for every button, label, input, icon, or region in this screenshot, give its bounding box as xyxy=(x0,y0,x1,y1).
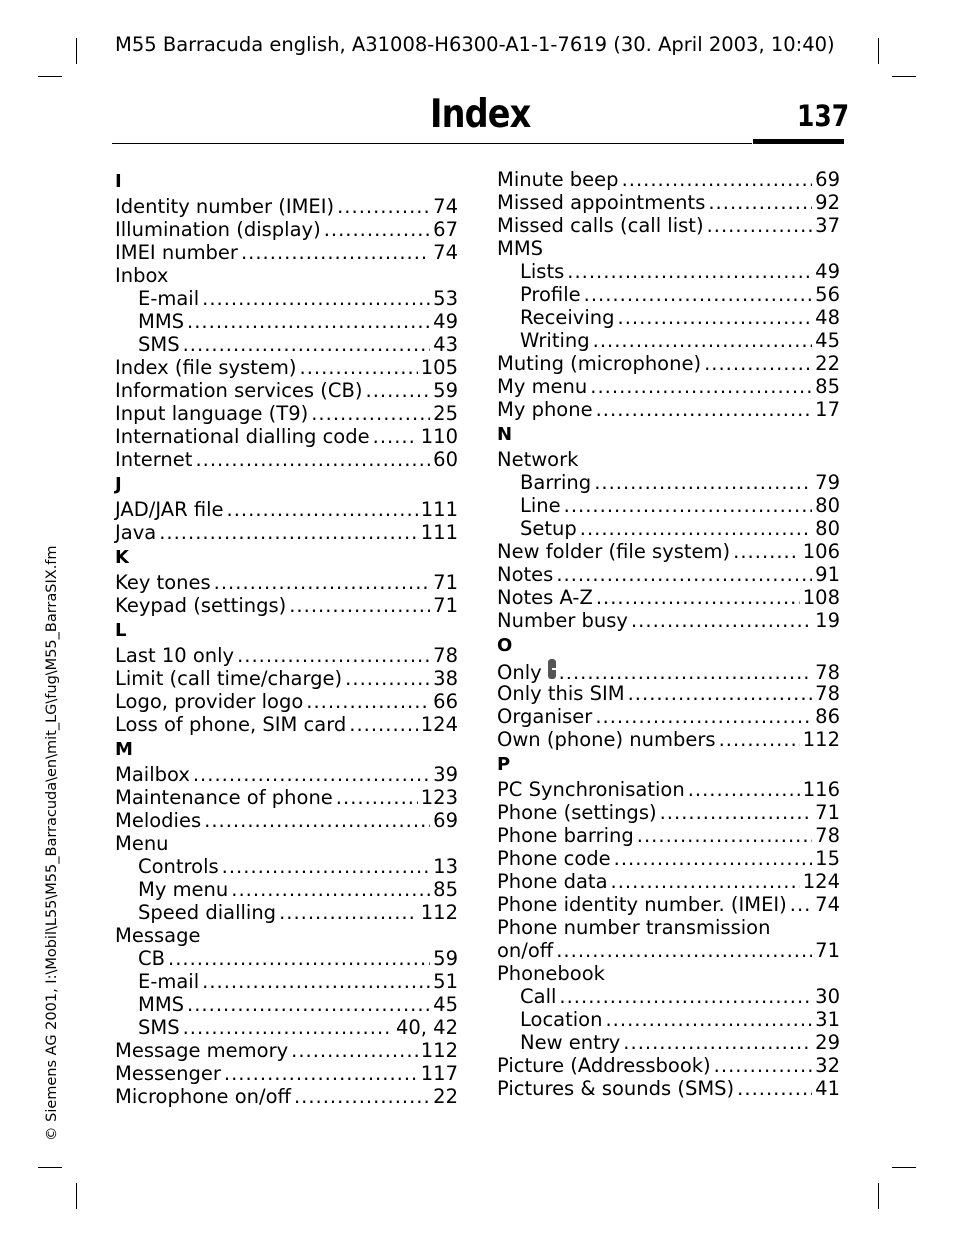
index-entry: PC Synchronisation ..... 116 xyxy=(497,778,840,801)
index-entry: Missed calls (call list) ..... 37 xyxy=(497,214,840,237)
crop-mark xyxy=(38,76,62,77)
document-header: M55 Barracuda english, A31008-H6300-A1-1-7619 (30. April 2003, 10:40) xyxy=(115,33,835,56)
index-entry: Phone identity number. (IMEI) ..... 74 xyxy=(497,893,840,916)
index-heading: Message xyxy=(115,924,201,947)
index-entry: Minute beep ..... 69 xyxy=(497,168,840,191)
index-entry: Keypad (settings) ..... 71 xyxy=(115,594,458,617)
index-subentry: E-mail ..... 51 xyxy=(115,970,458,993)
index-entry: Logo, provider logo ..... 66 xyxy=(115,690,458,713)
index-subentry: MMS ..... 45 xyxy=(115,993,458,1016)
index-subentry: Setup ..... 80 xyxy=(497,517,840,540)
index-subentry: Receiving ..... 48 xyxy=(497,306,840,329)
index-heading: Phone number transmission xyxy=(497,916,771,939)
index-subentry: New entry ..... 29 xyxy=(497,1031,840,1054)
key-lock-icon xyxy=(548,659,556,679)
index-entry: Illumination (display) ..... 67 xyxy=(115,218,458,241)
index-entry: Picture (Addressbook) ..... 32 xyxy=(497,1054,840,1077)
index-entry: IMEI number ..... 74 xyxy=(115,241,458,264)
index-subentry: Location ..... 31 xyxy=(497,1008,840,1031)
index-subentry: SMS ..... 43 xyxy=(115,333,458,356)
index-entry: International dialling code ..... 110 xyxy=(115,425,458,448)
index-subentry: SMS ..... 40, 42 xyxy=(115,1016,458,1039)
side-note: © Siemens AG 2001, I:\Mobil\L55\M55_Barracuda\en\mit_LG\fug\M55_BarraSIX.fm xyxy=(44,545,60,1141)
index-entry: Own (phone) numbers ..... 112 xyxy=(497,728,840,751)
page-number: 137 xyxy=(797,99,850,133)
index-subentry: Speed dialling ..... 112 xyxy=(115,901,458,924)
index-subentry: Call ..... 30 xyxy=(497,985,840,1008)
index-entry: Index (file system) ..... 105 xyxy=(115,356,458,379)
index-entry: Missed appointments ..... 92 xyxy=(497,191,840,214)
index-entry: Internet ..... 60 xyxy=(115,448,458,471)
index-column-left xyxy=(115,168,458,1108)
crop-mark xyxy=(892,1167,916,1168)
index-heading: Network xyxy=(497,448,579,471)
page-title: Index xyxy=(430,92,531,137)
index-subentry: Profile ..... 56 xyxy=(497,283,840,306)
index-entry: Phone barring ..... 78 xyxy=(497,824,840,847)
page-number-bar xyxy=(753,139,844,144)
index-entry: Message memory ..... 112 xyxy=(115,1039,458,1062)
crop-mark xyxy=(878,1183,879,1209)
section-letter: L xyxy=(115,620,127,641)
index-entry: Information services (CB) ..... 59 xyxy=(115,379,458,402)
section-letter: N xyxy=(497,424,513,445)
index-subentry: Barring ..... 79 xyxy=(497,471,840,494)
index-subentry: MMS ..... 49 xyxy=(115,310,458,333)
index-column-right xyxy=(497,168,840,1100)
index-heading: Phonebook xyxy=(497,962,605,985)
index-entry: Notes ..... 91 xyxy=(497,563,840,586)
index-entry: Number busy ..... 19 xyxy=(497,609,840,632)
index-entry: Messenger ..... 117 xyxy=(115,1062,458,1085)
index-entry: Phone data ..... 124 xyxy=(497,870,840,893)
crop-mark xyxy=(38,1167,62,1168)
index-entry: Microphone on/off ..... 22 xyxy=(115,1085,458,1108)
index-subentry: Line ..... 80 xyxy=(497,494,840,517)
title-rule xyxy=(112,143,752,144)
index-subentry: My menu ..... 85 xyxy=(115,878,458,901)
index-subentry: Controls ..... 13 xyxy=(115,855,458,878)
crop-mark xyxy=(892,76,916,77)
index-entry: My menu ..... 85 xyxy=(497,375,840,398)
index-entry: Last 10 only ..... 78 xyxy=(115,644,458,667)
index-entry: Mailbox ..... 39 xyxy=(115,763,458,786)
index-entry: New folder (file system) ..... 106 xyxy=(497,540,840,563)
section-letter: O xyxy=(497,635,513,656)
section-letter: I xyxy=(115,171,122,192)
index-subentry: E-mail ..... 53 xyxy=(115,287,458,310)
section-letter: K xyxy=(115,547,129,568)
index-entry: Phone (settings) ..... 71 xyxy=(497,801,840,824)
crop-mark xyxy=(878,38,879,64)
index-entry: Maintenance of phone ..... 123 xyxy=(115,786,458,809)
index-entry: Organiser ..... 86 xyxy=(497,705,840,728)
section-letter: M xyxy=(115,739,133,760)
index-entry: Muting (microphone) ..... 22 xyxy=(497,352,840,375)
crop-mark xyxy=(76,1183,77,1209)
crop-mark xyxy=(76,38,77,64)
index-entry: Loss of phone, SIM card ..... 124 xyxy=(115,713,458,736)
index-entry: Limit (call time/charge) ..... 38 xyxy=(115,667,458,690)
index-entry: Key tones ..... 71 xyxy=(115,571,458,594)
index-entry: Notes A-Z ..... 108 xyxy=(497,586,840,609)
index-entry: Only ..... 78 xyxy=(497,659,840,682)
index-entry: JAD/JAR file ..... 111 xyxy=(115,498,458,521)
index-entry: Phone code ..... 15 xyxy=(497,847,840,870)
index-subentry: CB ..... 59 xyxy=(115,947,458,970)
index-entry: Input language (T9) ..... 25 xyxy=(115,402,458,425)
index-subentry: Writing ..... 45 xyxy=(497,329,840,352)
index-entry: Melodies ..... 69 xyxy=(115,809,458,832)
index-subentry: Lists ..... 49 xyxy=(497,260,840,283)
section-letter: J xyxy=(115,474,122,495)
index-entry: My phone ..... 17 xyxy=(497,398,840,421)
index-heading: Menu xyxy=(115,832,169,855)
index-heading: MMS xyxy=(497,237,544,260)
index-entry: Pictures & sounds (SMS) ..... 41 xyxy=(497,1077,840,1100)
index-heading: Inbox xyxy=(115,264,169,287)
index-entry: Only this SIM ..... 78 xyxy=(497,682,840,705)
index-entry: Java ..... 111 xyxy=(115,521,458,544)
section-letter: P xyxy=(497,754,511,775)
index-entry: Identity number (IMEI) ..... 74 xyxy=(115,195,458,218)
index-entry: on/off ..... 71 xyxy=(497,939,840,962)
